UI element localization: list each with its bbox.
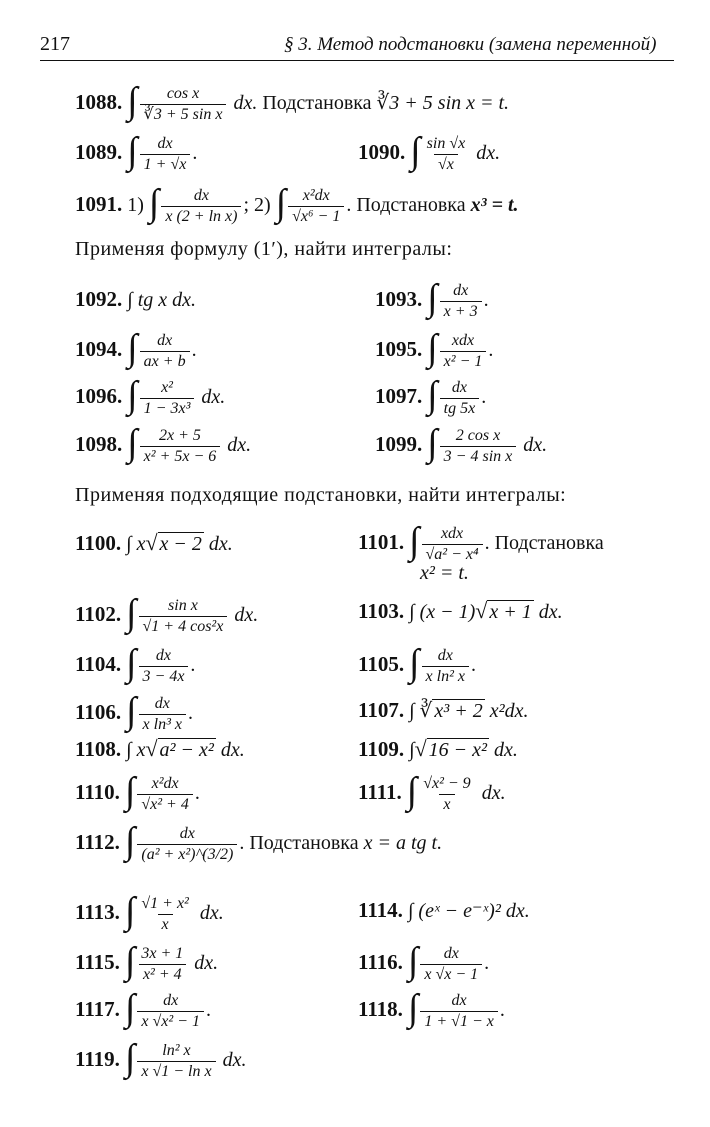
fraction	[419, 775, 474, 813]
problem-1091	[75, 180, 519, 226]
differential: dx.	[233, 92, 258, 114]
terminal-period: .	[484, 952, 490, 974]
problem-1106	[75, 688, 193, 734]
problem-number: 1111.	[358, 780, 402, 804]
problem-number: 1116.	[358, 950, 403, 974]
terminal-period: .	[187, 702, 193, 724]
differential: dx.	[194, 952, 219, 974]
integral-sign: ∫	[124, 820, 136, 862]
numerator: cos x	[166, 85, 200, 103]
differential: dx.	[476, 142, 501, 164]
integral-sign: ∫	[148, 182, 160, 224]
denominator: 3 − 4x	[139, 666, 189, 686]
integral-sign: ∫	[124, 987, 136, 1029]
integral-sign: ∫	[427, 327, 438, 369]
denominator: √1 + 4 cos²x	[139, 616, 228, 636]
fraction	[440, 379, 480, 417]
differential: dx.	[220, 739, 245, 761]
denominator: x² + 4	[139, 964, 186, 984]
differential: dx.	[494, 739, 518, 761]
denominator: ax + b	[140, 351, 190, 371]
differential: dx.	[234, 604, 259, 626]
fraction	[137, 1042, 215, 1080]
problem-1089	[75, 128, 197, 174]
integral-sign: ∫	[124, 1037, 136, 1079]
denominator: √x	[434, 154, 458, 174]
integral-sign: ∫	[126, 592, 137, 634]
substitution-label: Подстановка	[356, 194, 466, 216]
problem-1094	[75, 325, 197, 371]
substitution-label: Подстановка	[494, 532, 604, 554]
problem-1102	[75, 590, 258, 636]
numerator: dx	[163, 992, 179, 1010]
terminal-period: .	[205, 999, 211, 1021]
numerator: dx	[154, 695, 170, 713]
fraction	[139, 647, 189, 685]
integrand-prefix: ∫ x	[126, 533, 146, 555]
numerator: dx	[443, 945, 459, 963]
problem-number: 1088.	[75, 90, 123, 114]
terminal-period: .	[239, 832, 245, 854]
denominator: √x⁶ − 1	[288, 206, 344, 226]
integral-sign: ∫	[407, 940, 419, 982]
integrand-prefix: ∫ (x − 1)	[409, 601, 476, 623]
integral-sign: ∫	[127, 374, 138, 416]
terminal-period: .	[470, 654, 476, 676]
numerator: dx	[453, 282, 469, 300]
numerator: dx	[451, 379, 467, 397]
denominator: x	[439, 794, 454, 814]
denominator: x (2 + ln x)	[161, 206, 241, 226]
numerator: 3x + 1	[141, 945, 184, 963]
integral-sign: ∫	[427, 374, 438, 416]
integral-sign: ∫	[409, 642, 420, 684]
integrand-prefix: ∫ x	[126, 739, 146, 761]
integral-expression: ∫ (eˣ − e⁻ˣ)² dx.	[407, 900, 530, 922]
denominator: x² + 5x − 6	[140, 446, 221, 466]
section-heading: Применяя подходящие подстановки, найти интегралы:	[75, 484, 567, 506]
problem-number: 1113.	[75, 900, 120, 924]
problem-1111	[358, 768, 506, 814]
header-rule	[40, 60, 674, 61]
numerator: dx	[157, 135, 173, 153]
problem-1099	[375, 420, 547, 466]
problem-1097	[375, 372, 486, 418]
problem-number: 1117.	[75, 997, 120, 1021]
problem-number: 1108.	[75, 737, 122, 761]
radical-sign: √	[145, 530, 158, 555]
integral-sign: ∫	[127, 422, 138, 464]
denominator: x ln³ x	[139, 714, 186, 734]
problem-1114	[358, 898, 530, 923]
denominator: √a² − x⁴	[422, 544, 483, 564]
fraction	[161, 187, 241, 225]
denominator: 3 − 4 sin x	[440, 446, 517, 466]
numerator: 2x + 5	[159, 427, 201, 445]
problem-1100	[75, 530, 233, 556]
problem-number: 1099.	[375, 432, 423, 456]
substitution-expression: x = a tg t.	[363, 832, 443, 854]
fraction	[422, 525, 483, 563]
denominator: 1 − 3x³	[140, 398, 195, 418]
fraction	[423, 135, 470, 173]
fraction	[137, 945, 187, 983]
denominator: x ln² x	[422, 666, 469, 686]
fraction	[140, 427, 221, 465]
substitution-label: Подстановка	[249, 832, 359, 854]
numerator: xdx	[440, 525, 464, 543]
problem-1118	[358, 985, 505, 1031]
problem-1104	[75, 640, 195, 686]
problem-number: 1107.	[358, 698, 405, 722]
separator: ;	[243, 194, 250, 216]
problem-number: 1118.	[358, 997, 403, 1021]
integral-sign: ∫	[124, 890, 136, 932]
problem-number: 1092.	[75, 287, 123, 311]
substitution-label: Подстановка	[262, 92, 372, 114]
problem-1101	[358, 518, 604, 564]
integral-sign: ∫	[406, 770, 418, 812]
problem-number: 1104.	[75, 652, 122, 676]
problem-1088	[75, 78, 509, 124]
problem-number: 1089.	[75, 140, 123, 164]
fraction	[422, 647, 469, 685]
radicand: x + 1	[489, 601, 532, 623]
problem-1096	[75, 372, 225, 418]
fraction	[137, 895, 192, 933]
integral-sign: ∫	[127, 327, 138, 369]
radicand: x − 2	[159, 533, 202, 555]
differential: dx.	[201, 386, 226, 408]
problem-1105	[358, 640, 476, 686]
substitution-expression: x² = t.	[420, 562, 469, 584]
differential: dx.	[227, 434, 252, 456]
problem-1109	[358, 736, 518, 762]
problem-1090	[358, 128, 500, 174]
problem-number: 1102.	[75, 602, 122, 626]
problem-1108	[75, 736, 245, 762]
numerator: x²dx	[151, 775, 179, 793]
fraction	[140, 85, 227, 123]
numerator: dx	[451, 992, 467, 1010]
numerator: dx	[193, 187, 209, 205]
problem-number: 1115.	[75, 950, 120, 974]
problem-number: 1119.	[75, 1047, 120, 1071]
problem-1095	[375, 325, 493, 371]
fraction	[137, 992, 204, 1030]
terminal-period: .	[483, 289, 489, 311]
radicand: x³ + 2	[434, 700, 483, 722]
fraction	[440, 332, 487, 370]
fraction	[140, 332, 190, 370]
problem-number: 1093.	[375, 287, 423, 311]
numerator: xdx	[451, 332, 475, 350]
fraction	[288, 187, 344, 225]
differential: x²dx.	[489, 700, 529, 722]
denominator: x	[158, 914, 173, 934]
terminal-period: .	[192, 142, 198, 164]
integral-sign: ∫	[409, 520, 420, 562]
problem-number: 1101.	[358, 530, 405, 554]
problem-number: 1105.	[358, 652, 405, 676]
problem-number: 1095.	[375, 337, 423, 361]
denominator: ∛3 + 5 sin x	[140, 104, 227, 124]
numerator: 2 cos x	[455, 427, 501, 445]
denominator: x + 3	[440, 301, 482, 321]
problem-number: 1096.	[75, 384, 123, 408]
numerator: dx	[157, 332, 173, 350]
problem-number: 1112.	[75, 830, 120, 854]
denominator: 1 + √1 − x	[420, 1011, 497, 1031]
denominator: √x² + 4	[137, 794, 192, 814]
problem-1115	[75, 938, 218, 984]
terminal-period: .	[499, 999, 505, 1021]
differential: dx.	[538, 601, 563, 623]
numerator: dx	[179, 825, 195, 843]
integral-sign: ∫	[407, 987, 419, 1029]
substitution-expression: ∛3 + 5 sin x = t.	[376, 92, 510, 114]
problem-1113	[75, 888, 224, 934]
differential: dx.	[208, 533, 233, 555]
problem-number: 1109.	[358, 737, 405, 761]
section-title: § 3. Метод подстановки (замена переменной)	[284, 34, 657, 55]
numerator: dx	[155, 647, 172, 665]
integral-sign: ∫	[126, 642, 137, 684]
terminal-period: .	[346, 194, 352, 216]
differential: dx.	[222, 1049, 247, 1071]
denominator: (a² + x²)^(3/2)	[137, 844, 237, 864]
problem-number: 1110.	[75, 780, 120, 804]
fraction	[420, 945, 482, 983]
denominator: x² − 1	[440, 351, 487, 371]
numerator: dx	[437, 647, 453, 665]
part-label: 2)	[254, 194, 271, 216]
integrand-prefix: ∫ ∛	[409, 700, 433, 722]
fraction	[440, 282, 482, 320]
problem-1093	[375, 275, 489, 321]
numerator: sin √x	[426, 135, 466, 153]
integral-sign: ∫	[127, 130, 138, 172]
integral-sign: ∫	[427, 277, 438, 319]
problem-1117	[75, 985, 211, 1031]
terminal-period: .	[191, 339, 197, 361]
numerator: √x² − 9	[423, 775, 471, 793]
integral-sign: ∫	[410, 130, 421, 172]
integral-sign: ∫	[427, 422, 438, 464]
terminal-period: .	[481, 386, 487, 408]
problem-number: 1100.	[75, 531, 122, 555]
problem-number: 1106.	[75, 700, 122, 724]
fraction	[139, 597, 228, 635]
integral-sign: ∫	[126, 690, 137, 732]
terminal-period: .	[194, 782, 200, 804]
integral-sign: ∫	[124, 770, 136, 812]
problem-number: 1103.	[358, 599, 405, 623]
problem-1110	[75, 768, 200, 814]
fraction	[137, 825, 237, 863]
problem-number: 1097.	[375, 384, 423, 408]
terminal-period: .	[190, 654, 196, 676]
fraction	[137, 775, 192, 813]
fraction	[140, 135, 191, 173]
denominator: tg 5x	[440, 398, 480, 418]
differential: dx.	[199, 902, 224, 924]
problem-1103	[358, 598, 563, 624]
problem-1116	[358, 938, 489, 984]
fraction	[440, 427, 517, 465]
denominator: 1 + √x	[140, 154, 191, 174]
differential: dx.	[523, 434, 548, 456]
problem-number: 1098.	[75, 432, 123, 456]
problem-1119	[75, 1035, 246, 1081]
denominator: x √x − 1	[420, 964, 482, 984]
problem-1092	[75, 287, 196, 312]
problem-1112	[75, 818, 442, 864]
numerator: x²	[161, 379, 173, 397]
fraction	[420, 992, 497, 1030]
denominator: x √x² − 1	[137, 1011, 204, 1031]
integral-sign: ∫	[127, 80, 138, 122]
numerator: sin x	[168, 597, 198, 615]
problem-1107	[358, 698, 528, 723]
terminal-period: .	[484, 532, 490, 554]
integral-sign: ∫	[124, 940, 136, 982]
integral-sign: ∫	[275, 182, 287, 224]
problem-1098	[75, 420, 251, 466]
radical-sign: √	[414, 736, 427, 761]
problem-number: 1114.	[358, 898, 403, 922]
integral-expression: ∫ tg x dx.	[127, 289, 197, 311]
section-heading: Применяя формулу (1′), найти интегралы:	[75, 238, 453, 260]
substitution-expression: x³ = t.	[470, 194, 519, 216]
differential: dx.	[481, 782, 506, 804]
problem-number: 1090.	[358, 140, 406, 164]
numerator: x²dx	[302, 187, 330, 205]
integrand-prefix: ∫	[409, 739, 415, 761]
part-label: 1)	[127, 194, 144, 216]
radicand: a² − x²	[159, 739, 214, 761]
problem-number: 1091.	[75, 192, 123, 216]
radical-sign: √	[475, 598, 488, 623]
numerator: ln² x	[162, 1042, 191, 1060]
radicand: 16 − x²	[428, 739, 488, 761]
terminal-period: .	[488, 339, 494, 361]
fraction	[139, 695, 186, 733]
numerator: √1 + x²	[141, 895, 189, 913]
fraction	[140, 379, 195, 417]
problem-number: 1094.	[75, 337, 123, 361]
page-number: 217	[40, 33, 70, 55]
radical-sign: √	[145, 736, 158, 761]
denominator: x √1 − ln x	[137, 1061, 215, 1081]
